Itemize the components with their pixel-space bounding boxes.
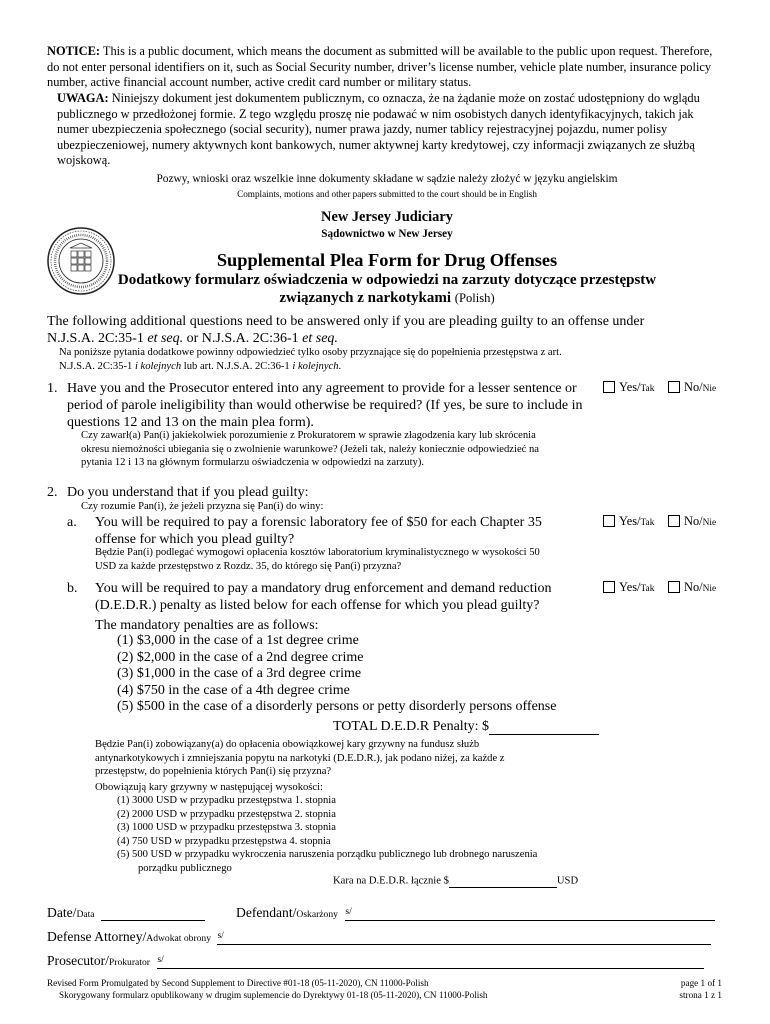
q1-line3: questions 12 and 13 on the main plea form).	[67, 415, 314, 430]
q1-line2: period of parole ineligibility than would otherwise be required? (If yes, be sure to include in	[67, 398, 583, 413]
q2b-text	[95, 580, 605, 614]
q2a-line1: You will be required to pay a forensic laboratory fee of $50 for each Chapter 35	[95, 515, 542, 530]
intro-pl-kolejnych-2: i kolejnych	[292, 360, 339, 372]
q2b-no-checkbox[interactable]	[668, 581, 680, 593]
defendant-signature[interactable]	[345, 906, 715, 921]
form-language: (Polish)	[454, 291, 495, 305]
pl-penalty-num: (5)	[117, 849, 130, 861]
notice-label: NOTICE:	[47, 44, 101, 58]
penalty-num: (5)	[117, 699, 134, 715]
english-note-en: Complaints, motions and other papers submitted to the court should be in English	[237, 189, 537, 199]
footer-page-pl: strona 1 z 1	[679, 990, 722, 1000]
yes-label: Yes/	[619, 380, 641, 394]
pl-penalties-title: Obowiązują kary grzywny w następującej wysokości:	[95, 782, 323, 793]
q2a-no-option[interactable]	[668, 514, 716, 529]
defendant-label-pl: Oskarżony	[296, 909, 338, 920]
q2a-text-pl	[95, 546, 615, 573]
pl-penalty-item	[117, 835, 637, 849]
intro-etseq-1: et seq.	[147, 331, 184, 346]
form-subtitle-line2: związanych z narkotykami	[279, 290, 452, 306]
pl-penalty-5-cont: porządku publicznego	[138, 862, 232, 874]
q2b-no-option[interactable]	[668, 580, 716, 595]
notice-text-pl: Niniejszy dokument jest dokumentem publicznym, co oznacza, że na żądanie może on zostać udostępniony do wglądu publicznego w przedłożonej formie. Z tego względu proszę nie podawać w nim osobistych danych identyfikacyjnych, takich jak numer ubezpieczenia społecznego (social security), numer prawa jazdy, numer tablicy rejestracyjnej pojazdu, numer polisy ubezpieczeniowej, numery aktywnych kont bankowych, numer aktywnej karty kredytowej, czy informacji związanych ze służbą wojskową.	[57, 91, 700, 168]
footer-page: page 1 of 1	[680, 978, 722, 988]
intro-line1: The following additional questions need to be answered only if you are pleading guilty to an offense under	[47, 314, 645, 329]
yes-label-pl: Tak	[640, 584, 655, 594]
q1-pl-line2: okresu niemożności ubiegania się o zwolnienie warunkowe? (Jeżeli tak, należy koniecznie odpowiedzieć na	[81, 443, 539, 455]
penalty-item	[117, 683, 677, 700]
sig-prefix: s/	[217, 930, 224, 941]
no-label-pl: Nie	[702, 518, 717, 528]
total-dedr-field[interactable]	[489, 718, 599, 735]
form-title: Supplemental Plea Form for Drug Offenses	[216, 250, 558, 270]
attorney-signature[interactable]	[217, 930, 711, 945]
no-label: No/	[684, 514, 703, 528]
q2b-yes-option[interactable]	[603, 580, 654, 595]
date-input[interactable]	[101, 906, 205, 921]
q2b-line1: You will be required to pay a mandatory drug enforcement and demand reduction	[95, 581, 552, 596]
yes-label: Yes/	[619, 514, 641, 528]
q2a-no-checkbox[interactable]	[668, 515, 680, 527]
notice-text: This is a public document, which means the document as submitted will be available to the public upon request. Therefore, do not enter personal identifiers on it, such as Social Security number, driver’s license number, vehicle plate number, insurance policy number, active financial account number, active credit card number or military status.	[47, 44, 713, 90]
q2a-text	[95, 514, 605, 548]
english-note-pl: Pozwy, wnioski oraz wszelkie inne dokumenty składane w sądzie należy złożyć w języku angielskim	[156, 173, 618, 185]
penalties-list	[117, 633, 677, 716]
penalty-item	[117, 666, 677, 683]
intro-pl-end: .	[338, 360, 342, 372]
date-label-pl: Data	[76, 909, 95, 920]
penalty-text: $750 in the case of a 4th degree crime	[136, 682, 350, 698]
yes-label-pl: Tak	[640, 384, 655, 394]
defendant-field	[236, 905, 715, 921]
pl-penalty-text: 1000 USD w przypadku przestępstwa 3. stopnia	[132, 822, 336, 834]
q1-no-option[interactable]	[668, 380, 716, 395]
notice-pl	[57, 91, 721, 169]
q2b-line2: (D.E.D.R.) penalty as listed below for each offense for which you plead guilty?	[95, 598, 540, 613]
q2b-pl-line1: Będzie Pan(i) zobowiązany(a) do opłacenia obowiązkowej kary grzywny na fundusz służb	[95, 739, 480, 750]
pl-penalty-item	[117, 821, 637, 835]
attorney-label: Defense Attorney/	[47, 929, 147, 944]
pl-penalty-text: 500 USD w przypadku wykroczenia naruszenia porządku publicznego lub drobnego naruszenia	[132, 849, 538, 861]
pl-penalty-item	[117, 794, 637, 808]
prosecutor-label: Prosecutor/	[47, 953, 109, 968]
intro-statute-1: N.J.S.A. 2C:35-1	[47, 331, 148, 346]
intro-pl-kolejnych-1: i kolejnych	[134, 360, 182, 372]
q2b-text-pl	[95, 738, 615, 779]
q2a-letter: a.	[67, 515, 77, 530]
intro-pl	[59, 346, 739, 373]
total-dedr	[333, 718, 599, 735]
pl-penalty-num: (4)	[117, 835, 130, 847]
q2-text: Do you understand that if you plead guilty:	[67, 485, 309, 500]
q2a-line2: offense for which you plead guilty?	[95, 532, 295, 547]
penalty-num: (1)	[117, 633, 134, 648]
pl-penalty-num: (3)	[117, 822, 130, 834]
q1-pl-line3: pytania 12 i 13 na głównym formularzu oświadczenia w odpowiedzi na zarzuty).	[81, 457, 425, 469]
pl-penalty-text: 3000 USD w przypadku przestępstwa 1. stopnia	[132, 795, 336, 806]
penalty-item	[117, 633, 677, 650]
intro-etseq-2: et seq.	[302, 331, 338, 346]
no-label-pl: Nie	[702, 584, 717, 594]
intro-pl-statute-1: N.J.S.A. 2C:35-1	[59, 360, 135, 372]
pl-penalty-item	[117, 848, 637, 862]
sig-prefix: s/	[345, 906, 352, 917]
q2b-letter: b.	[67, 581, 78, 596]
intro-statute-2: or N.J.S.A. 2C:36-1	[183, 331, 303, 346]
penalty-num: (3)	[117, 666, 134, 682]
prosecutor-field	[47, 953, 704, 969]
q1-text-pl	[81, 429, 621, 470]
penalty-item	[117, 699, 677, 716]
attorney-field	[47, 929, 711, 945]
pl-total-label: Kara na D.E.D.R. łącznie $	[333, 875, 449, 887]
yes-label: Yes/	[619, 580, 641, 594]
q2a-pl-line1: Będzie Pan(i) podlegać wymogowi opłacenia kosztów laboratorium kryminalistycznego w wysokości 50	[95, 547, 540, 558]
attorney-label-pl: Adwokat obrony	[146, 933, 212, 944]
q2a-yes-checkbox[interactable]	[603, 515, 615, 527]
notice-en	[47, 44, 727, 91]
prosecutor-label-pl: Prokurator	[108, 957, 150, 968]
penalty-num: (4)	[117, 682, 134, 698]
penalty-text: $3,000 in the case of a 1st degree crime	[136, 633, 359, 648]
sig-prefix: s/	[157, 954, 164, 965]
pl-penalties-list	[117, 794, 637, 876]
q1-no-checkbox[interactable]	[668, 381, 680, 393]
no-label: No/	[684, 380, 703, 394]
intro-pl-statute-2: lub art. N.J.S.A. 2C:36-1	[181, 360, 293, 372]
footer-line2: Skorygowany formularz opublikowany w drugim suplemencie do Dyrektywy 01-18 (05-11-2020), CN 11000-Polish	[59, 990, 488, 1000]
penalty-text: $1,000 in the case of a 3rd degree crime	[136, 666, 362, 682]
pl-penalty-num: (1)	[117, 795, 130, 806]
q2b-pl-line3: przestępstw, do popełnienia których Pan(i) się przyzna?	[95, 766, 332, 778]
q2a-yes-option[interactable]	[603, 514, 654, 529]
notice-label-pl: UWAGA:	[57, 91, 109, 105]
penalty-text: $2,000 in the case of a 2nd degree crime	[136, 649, 364, 665]
intro-pl-line1: Na poniższe pytania dodatkowe powinny odpowiedzieć tylko osoby przyznające się do popełnienia przestępstwa z art.	[59, 347, 562, 358]
q2b-yes-checkbox[interactable]	[603, 581, 615, 593]
q1-number: 1.	[47, 381, 58, 396]
penalty-item	[117, 650, 677, 667]
footer-line1: Revised Form Promulgated by Second Supplement to Directive #01-18 (05-11-2020), CN 11000-Polish	[47, 978, 429, 988]
pl-penalty-text: 2000 USD w przypadku przestępstwa 2. stopnia	[132, 808, 336, 820]
org-name-pl: Sądownictwo w New Jersey	[321, 228, 453, 240]
penalty-num: (2)	[117, 649, 134, 665]
q1-line1: Have you and the Prosecutor entered into any agreement to provide for a lesser sentence or	[67, 381, 577, 396]
yes-label-pl: Tak	[640, 518, 655, 528]
q1-pl-line1: Czy zawarł(a) Pan(i) jakiekolwiek porozumienie z Prokuratorem w sprawie złagodzenia kary lub skrócenia	[81, 430, 536, 441]
no-label-pl: Nie	[702, 384, 717, 394]
pl-total-dedr	[333, 874, 578, 888]
total-dedr-label: TOTAL D.E.D.R Penalty: $	[333, 719, 489, 734]
form-subtitle-line1: Dodatkowy formularz oświadczenia w odpowiedzi na zarzuty dotyczące przestępstw	[117, 272, 657, 288]
q1-yes-option[interactable]	[603, 380, 654, 395]
penalty-text: $500 in the case of a disorderly persons or petty disorderly persons offense	[136, 699, 557, 715]
q2-text-pl: Czy rozumie Pan(i), że jeżeli przyzna się Pan(i) do winy:	[81, 501, 324, 512]
pl-penalty-num: (2)	[117, 808, 130, 820]
pl-penalty-item	[117, 808, 637, 822]
pl-total-field[interactable]	[449, 874, 557, 888]
defendant-label: Defendant/	[236, 905, 297, 920]
q1-text	[67, 380, 607, 431]
q2-number: 2.	[47, 485, 58, 500]
date-field	[47, 905, 205, 921]
pl-penalty-text: 750 USD w przypadku przestępstwa 4. stopnia	[132, 835, 331, 847]
q1-yes-checkbox[interactable]	[603, 381, 615, 393]
date-label: Date/	[47, 905, 77, 920]
pl-total-suffix: USD	[556, 875, 579, 887]
q2b-pl-line2: antynarkotykowych i zmniejszania popytu na narkotyki (D.E.D.R.), jak podano niżej, za każde z	[95, 752, 505, 764]
prosecutor-signature[interactable]	[157, 954, 704, 969]
no-label: No/	[684, 580, 703, 594]
form-subtitle	[47, 271, 727, 307]
intro-en	[47, 313, 737, 347]
org-name: New Jersey Judiciary	[321, 209, 453, 225]
penalties-title: The mandatory penalties are as follows:	[95, 618, 319, 633]
q2a-pl-line2: USD za każde przestępstwo z Rozdz. 35, do którego się Pan(i) przyzna?	[95, 560, 402, 572]
